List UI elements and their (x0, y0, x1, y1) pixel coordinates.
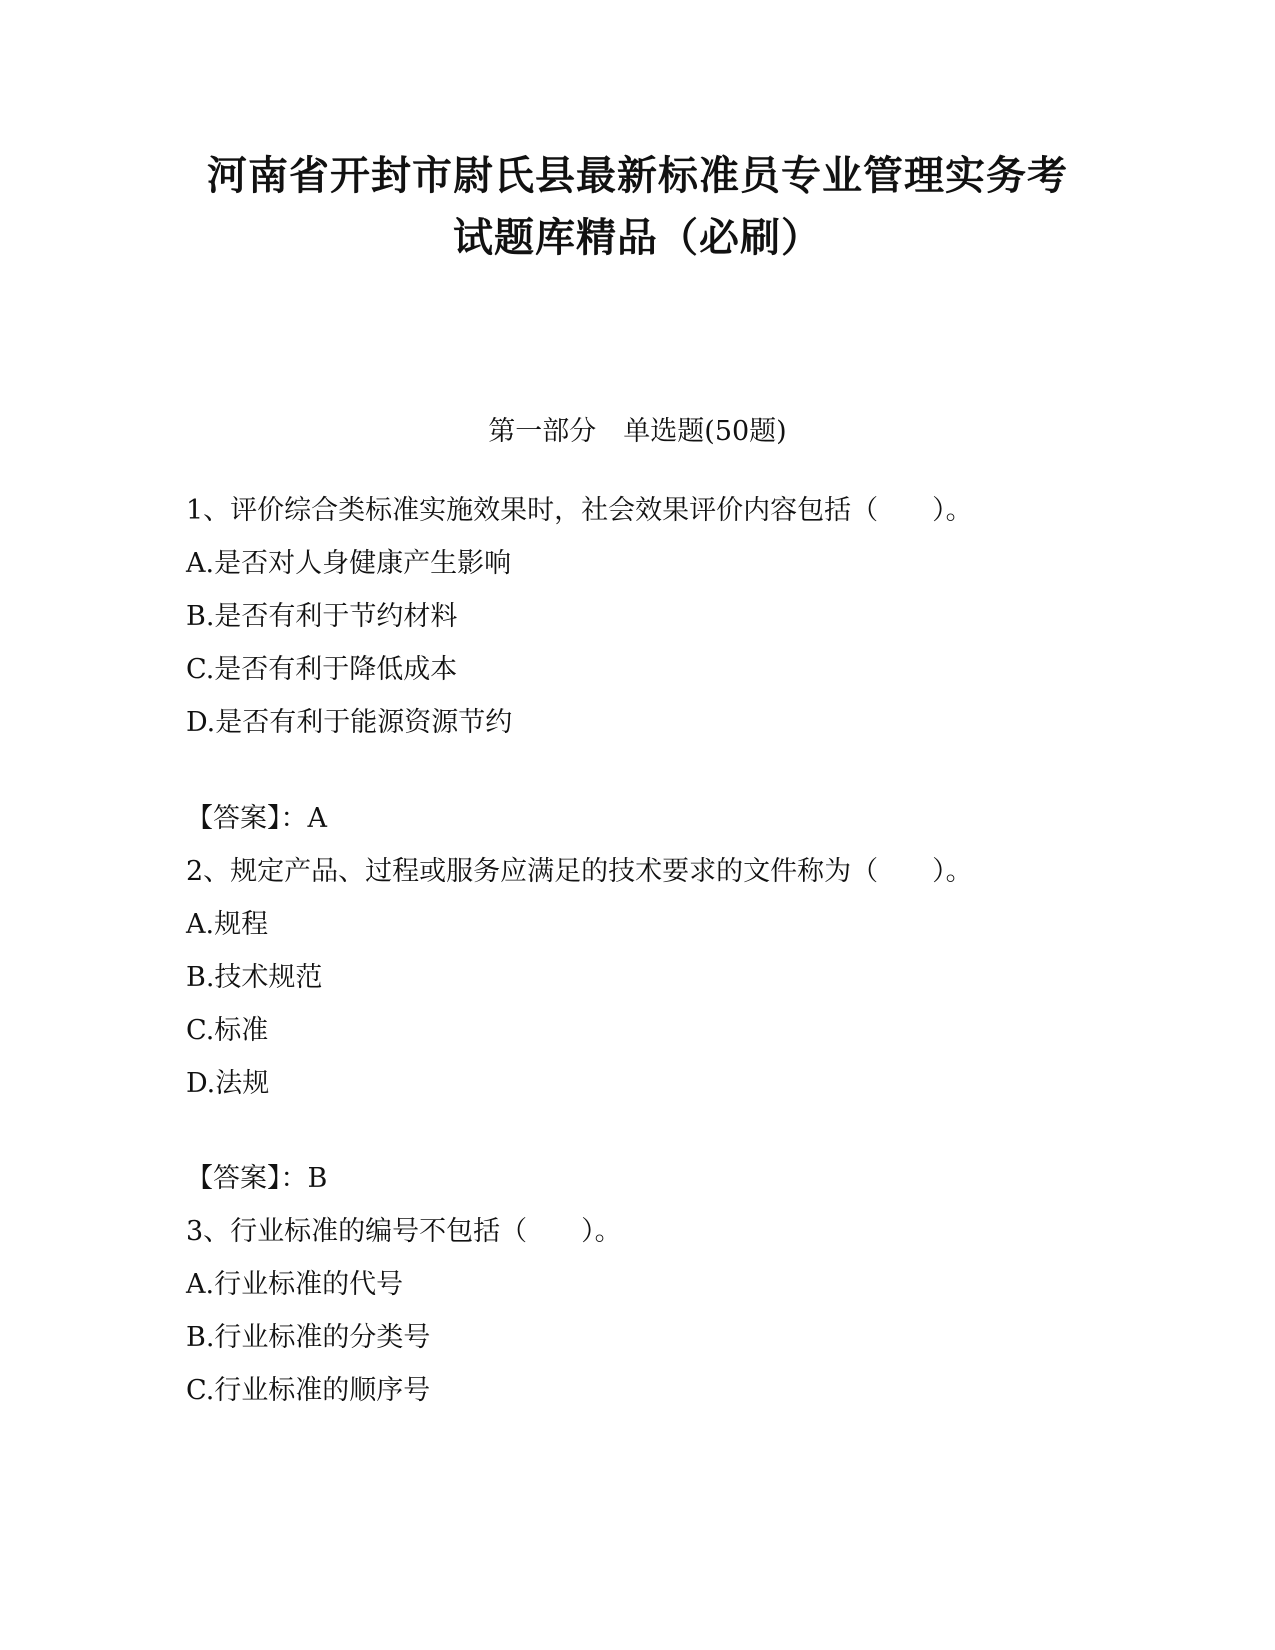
option-c: C.行业标准的顺序号 (186, 1375, 431, 1406)
answer: 【答案】：B (186, 1163, 328, 1194)
option-a: A.行业标准的代号 (186, 1269, 404, 1300)
option-d: D.是否有利于能源资源节约 (186, 707, 513, 738)
option-c: C.是否有利于降低成本 (186, 654, 458, 685)
option-b: B.是否有利于节约材料 (186, 601, 458, 632)
question-stem: 3、行业标准的编号不包括（ ）。 (186, 1216, 622, 1247)
option-a: A.规程 (186, 909, 269, 940)
option-b: B.技术规范 (186, 962, 323, 993)
option-a: A.是否对人身健康产生影响 (186, 548, 512, 579)
question-stem: 2、规定产品、过程或服务应满足的技术要求的文件称为（ ）。 (186, 856, 973, 887)
option-b: B.行业标准的分类号 (186, 1322, 431, 1353)
section-header: 第一部分 单选题(50题) (488, 416, 787, 447)
title-line-1: 河南省开封市尉氏县最新标准员专业管理实务考 (207, 153, 1068, 199)
option-c: C.标准 (186, 1015, 269, 1046)
answer: 【答案】：A (186, 803, 327, 834)
option-d: D.法规 (186, 1068, 270, 1099)
question-stem: 1、评价综合类标准实施效果时，社会效果评价内容包括（ ）。 (186, 495, 973, 526)
title-line-2: 试题库精品（必刷） (453, 215, 822, 261)
